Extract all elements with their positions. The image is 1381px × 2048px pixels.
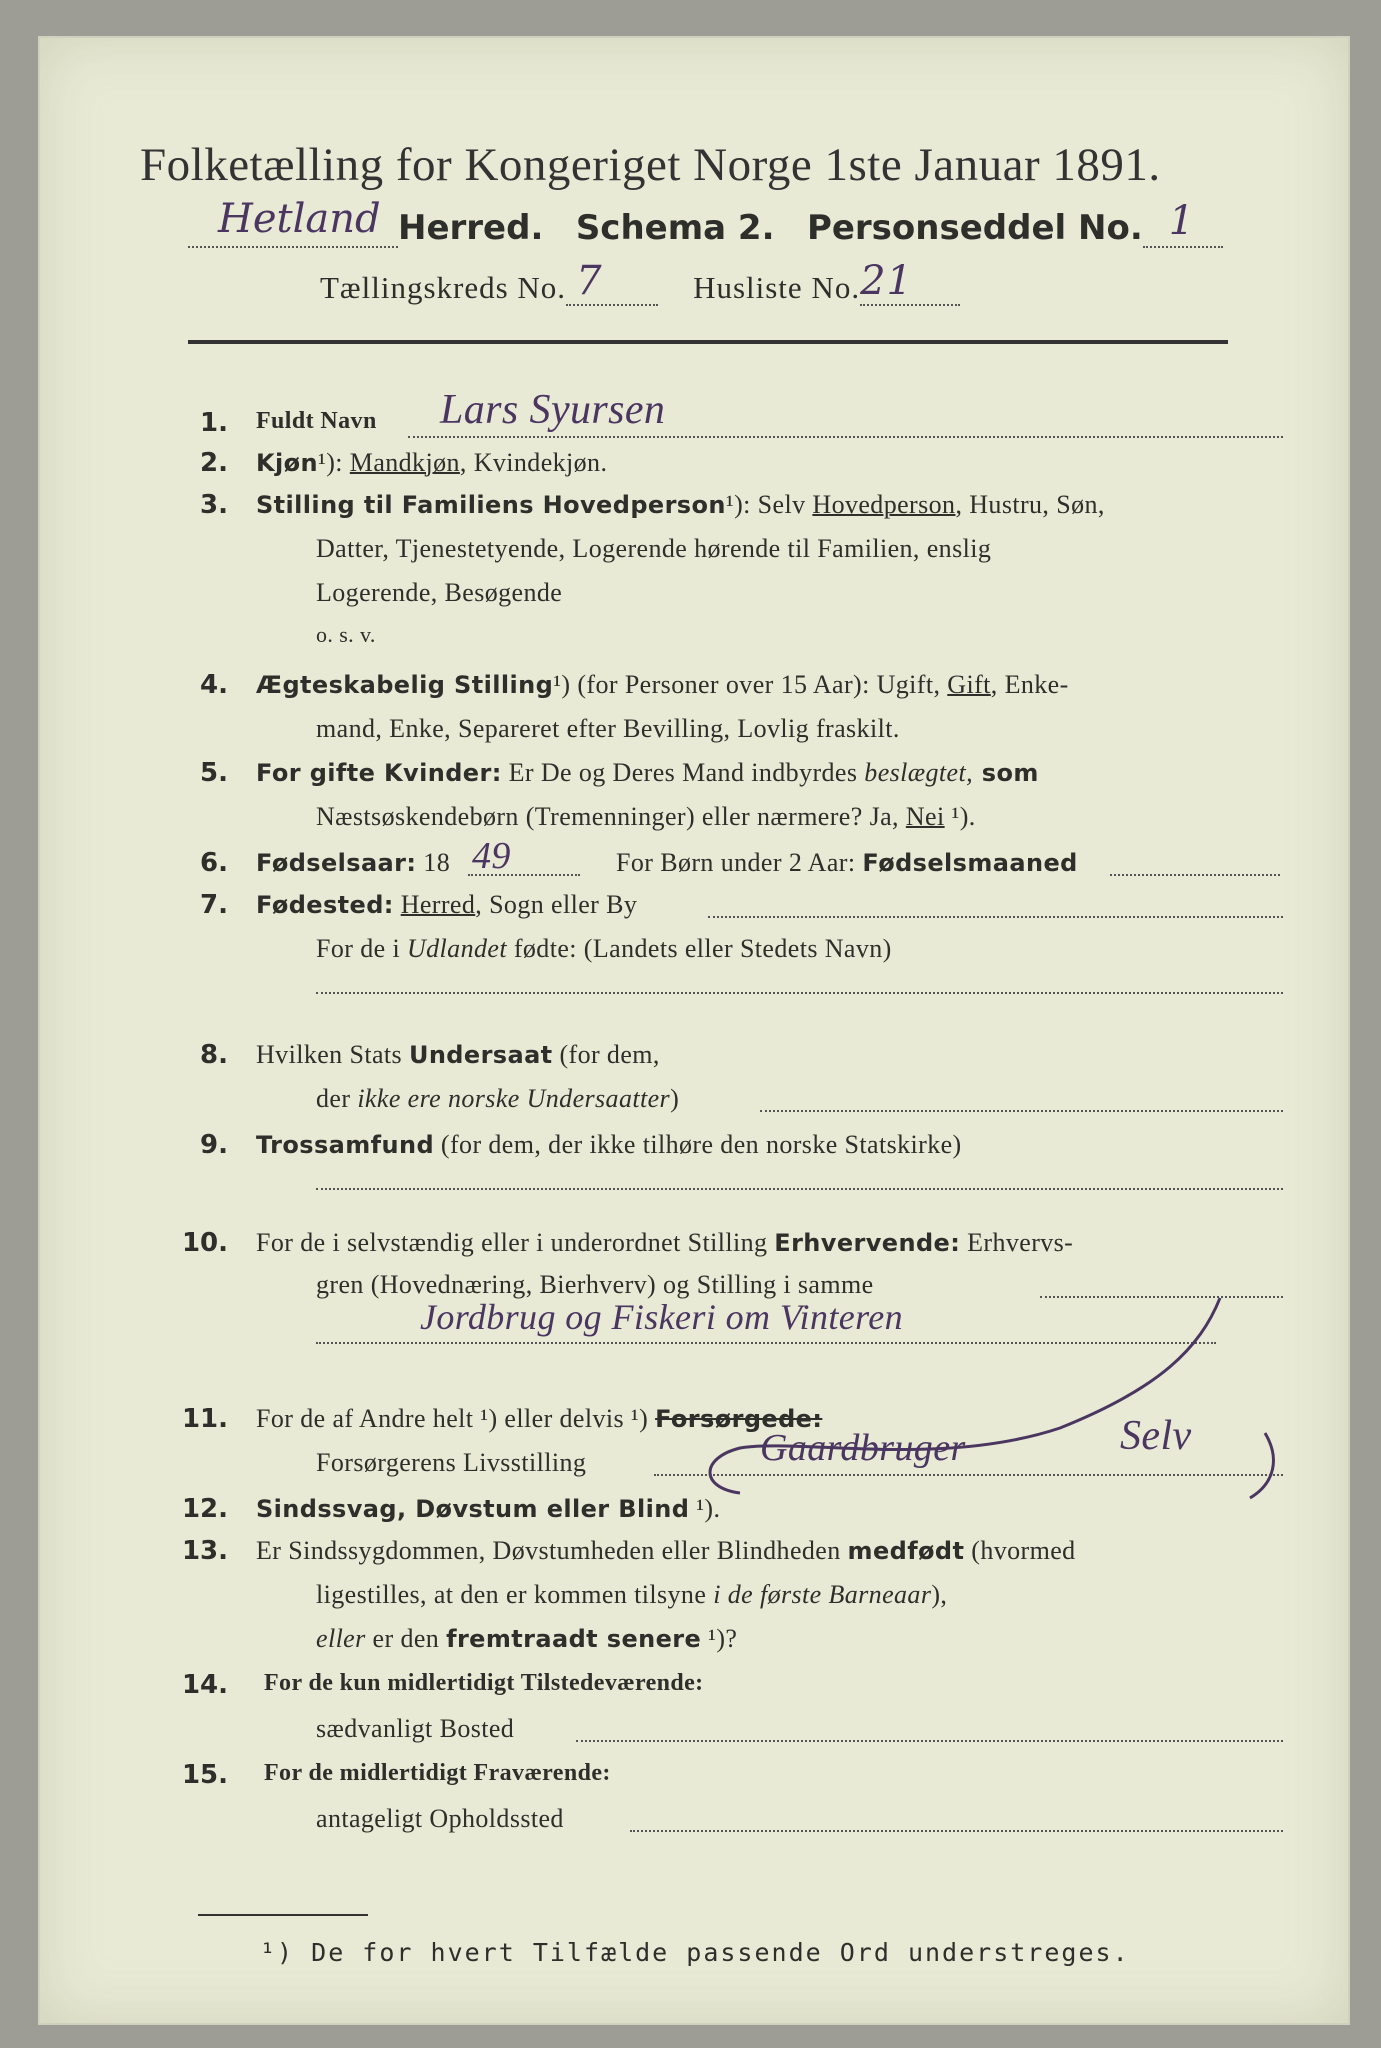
item-3-label: Stilling til Familiens Hovedperson <box>256 491 726 519</box>
item-10-text-b: Erhvervs- <box>960 1228 1074 1257</box>
item-5-underlined: Nei <box>905 802 945 831</box>
item-8-line-2-a: der <box>316 1084 358 1113</box>
item-7-fill-1 <box>708 906 1283 918</box>
item-13-label: medfødt <box>847 1537 965 1565</box>
item-11-value: Gaardbruger <box>760 1427 966 1469</box>
item-4-underlined: Gift <box>947 670 991 699</box>
item-12-label: Sindssvag, Døvstum eller Blind <box>256 1495 690 1523</box>
item-10-line-1 <box>256 1228 1073 1258</box>
item-9-text-b: (for dem, der ikke tilhøre den norske Statskirke) <box>434 1130 962 1159</box>
item-10-line-2: gren (Hovednæring, Bierhverv) og Stilling i samme <box>316 1270 874 1299</box>
header-rule <box>188 340 1228 344</box>
item-9-fill <box>316 1178 1283 1190</box>
item-4-line-2: mand, Enke, Separeret efter Bevilling, Lovlig fraskilt. <box>316 714 900 743</box>
item-8-text-a: Hvilken Stats <box>256 1040 409 1069</box>
kreds-value: 7 <box>576 258 603 304</box>
item-3-number: 3. <box>200 490 228 520</box>
item-6-line-b <box>616 848 1078 878</box>
item-6-text-a: 18 <box>416 848 451 877</box>
item-5-line-1 <box>256 758 1039 788</box>
item-13-text-a: Er Sindssygdommen, Døvstumheden eller Blindheden <box>256 1536 848 1565</box>
item-2-text-a: ): <box>326 448 350 477</box>
item-7-number: 7. <box>200 890 228 920</box>
item-4-line-1 <box>256 670 1069 700</box>
item-11-value-2: Selv <box>1120 1413 1192 1459</box>
item-10-text-a: For de i selvstændig eller i underordnet Stilling <box>256 1228 775 1257</box>
footnote: ¹) De for hvert Tilfælde passende Ord understreges. <box>260 1938 1130 1967</box>
item-13-emphasis: i de første Barneaar <box>713 1580 932 1609</box>
item-15-line-2: antageligt Opholdssted <box>316 1804 564 1833</box>
item-2-text-b: , Kvindekjøn. <box>459 448 608 477</box>
item-15-label: For de midlertidigt Fraværende: <box>264 1760 611 1786</box>
item-10-label: Erhvervende: <box>774 1229 961 1257</box>
item-8-fill <box>760 1100 1283 1112</box>
item-7-line-1 <box>256 890 637 920</box>
herred-value: Hetland <box>218 196 381 242</box>
item-11-close-bracket-path <box>1250 1433 1273 1498</box>
item-5-number: 5. <box>200 758 228 788</box>
item-5-text-a: Er De og Deres Mand indbyrdes <box>501 758 865 787</box>
personseddel-label: Personseddel No. <box>806 208 1143 248</box>
item-11-text-a: For de af Andre helt ¹) eller delvis ¹) <box>256 1404 656 1433</box>
item-8-line-1 <box>256 1040 660 1070</box>
item-6-text-b: For Børn under 2 Aar: <box>616 848 863 877</box>
herred-label: Herred. <box>398 208 544 248</box>
item-2-label: Kjøn <box>256 449 318 477</box>
item-2-number: 2. <box>200 448 228 478</box>
schema-label: Schema 2. <box>575 208 775 248</box>
item-1-value: Lars Syursen <box>440 387 666 433</box>
item-2-underlined: Mandkjøn <box>349 448 460 477</box>
item-6-line <box>256 848 450 878</box>
item-3-underlined: Hovedperson <box>812 490 956 519</box>
item-3-line-2: Datter, Tjenestetyende, Logerende hørende til Familien, enslig <box>316 534 992 563</box>
item-6-month-fill <box>1110 864 1280 876</box>
item-12-line <box>256 1494 720 1524</box>
item-4-text-b: , Enke- <box>990 670 1069 699</box>
item-1-label: Fuldt Navn <box>256 408 377 434</box>
item-14-label: For de kun midlertidigt Tilstedeværende: <box>264 1670 704 1696</box>
item-2-sup: ¹ <box>318 448 327 477</box>
item-7-label: Fødested: <box>256 891 394 919</box>
item-11-number: 11. <box>181 1404 228 1434</box>
kreds-label: Tællingskreds No. <box>320 270 567 305</box>
item-13-line-2-b: ), <box>931 1580 948 1609</box>
husliste-value: 21 <box>860 258 913 304</box>
kreds-line <box>320 258 960 306</box>
item-7-underlined: Herred <box>400 890 476 919</box>
personseddel-value: 1 <box>1168 198 1195 244</box>
item-8-line-2-b: ) <box>670 1084 680 1113</box>
item-6-label-2: Fødselsmaaned <box>862 849 1078 877</box>
item-9-label: Trossamfund <box>256 1131 435 1159</box>
item-1-number: 1. <box>200 408 228 438</box>
census-form <box>40 38 1348 2023</box>
item-5-label: For gifte Kvinder: <box>256 759 502 787</box>
item-13-number: 13. <box>181 1536 228 1566</box>
item-15-fill <box>630 1820 1283 1832</box>
item-13-label-2: fremtraadt senere <box>446 1625 702 1653</box>
item-5-text-b: som <box>973 759 1039 787</box>
item-11-bracket-stroke <box>680 1288 1300 1518</box>
item-10-number: 10. <box>181 1228 228 1258</box>
item-4-text-a: ¹) (for Personer over 15 Aar): Ugift, <box>553 670 948 699</box>
item-5-line-2-b: ¹). <box>944 802 976 831</box>
item-6-number: 6. <box>200 848 228 878</box>
item-3-text-a: ¹): Selv <box>725 490 813 519</box>
item-3-line-4: o. s. v. <box>316 622 376 647</box>
item-13-line-3-c: ¹)? <box>701 1624 738 1653</box>
item-6-value: 49 <box>472 835 511 877</box>
item-7-fill-2 <box>316 982 1283 994</box>
item-4-number: 4. <box>200 670 228 700</box>
item-7-text-b: , Sogn eller By <box>475 890 638 919</box>
item-8-text-b: (for dem, <box>552 1040 660 1069</box>
item-6-label: Fødselsaar: <box>256 849 417 877</box>
item-14-line-2: sædvanligt Bosted <box>316 1714 515 1743</box>
item-3-text-b: , Hustru, Søn, <box>955 490 1105 519</box>
item-5-line-2 <box>316 802 976 832</box>
item-13-line-3-b: er den <box>365 1624 447 1653</box>
item-7-emphasis: Udlandet <box>406 934 507 963</box>
item-13-line-2 <box>316 1580 947 1610</box>
item-13-line-2-a: ligestilles, at den er kommen tilsyne <box>316 1580 714 1609</box>
footnote-rule <box>198 1914 368 1916</box>
item-7-line-2 <box>316 934 892 964</box>
husliste-label: Husliste No. <box>693 270 861 305</box>
form-title: Folketælling for Kongeriget Norge 1ste Januar 1891. <box>140 139 1161 191</box>
item-8-emphasis: ikke ere norske Undersaatter <box>357 1084 671 1113</box>
item-14-number: 14. <box>181 1670 228 1700</box>
item-8-number: 8. <box>200 1040 228 1070</box>
item-9-number: 9. <box>200 1130 228 1160</box>
item-9-line <box>256 1130 962 1160</box>
item-12-number: 12. <box>181 1494 228 1524</box>
item-12-text-b: ¹). <box>689 1494 721 1523</box>
item-8-label: Undersaat <box>408 1041 553 1069</box>
item-11-label: Forsørgede: <box>655 1405 823 1433</box>
item-13-line-3 <box>316 1624 737 1654</box>
item-11-line-2: Forsørgerens Livsstilling <box>316 1448 587 1477</box>
item-14-fill <box>576 1730 1283 1742</box>
item-2-line <box>256 448 607 478</box>
item-13-line-3-a: eller <box>316 1624 366 1653</box>
item-15-number: 15. <box>181 1760 228 1790</box>
item-3-line-1 <box>256 490 1105 520</box>
herred-line <box>188 196 1223 248</box>
item-3-line-3: Logerende, Besøgende <box>316 578 563 607</box>
item-7-line-2-a: For de i <box>316 934 407 963</box>
item-5-line-2-a: Næstsøskendebørn (Tremenninger) eller nærmere? Ja, <box>316 802 906 831</box>
item-13-text-b: (hvormed <box>964 1536 1076 1565</box>
item-4-label: Ægteskabelig Stilling <box>256 671 554 699</box>
item-13-line-1 <box>256 1536 1076 1566</box>
item-5-emphasis: beslægtet, <box>864 758 974 787</box>
item-10-value: Jordbrug og Fiskeri om Vinteren <box>420 1297 903 1337</box>
item-11-bracket-path <box>710 1298 1220 1493</box>
item-7-line-2-b: fødte: (Landets eller Stedets Navn) <box>506 934 892 963</box>
item-8-line-2 <box>316 1084 679 1114</box>
